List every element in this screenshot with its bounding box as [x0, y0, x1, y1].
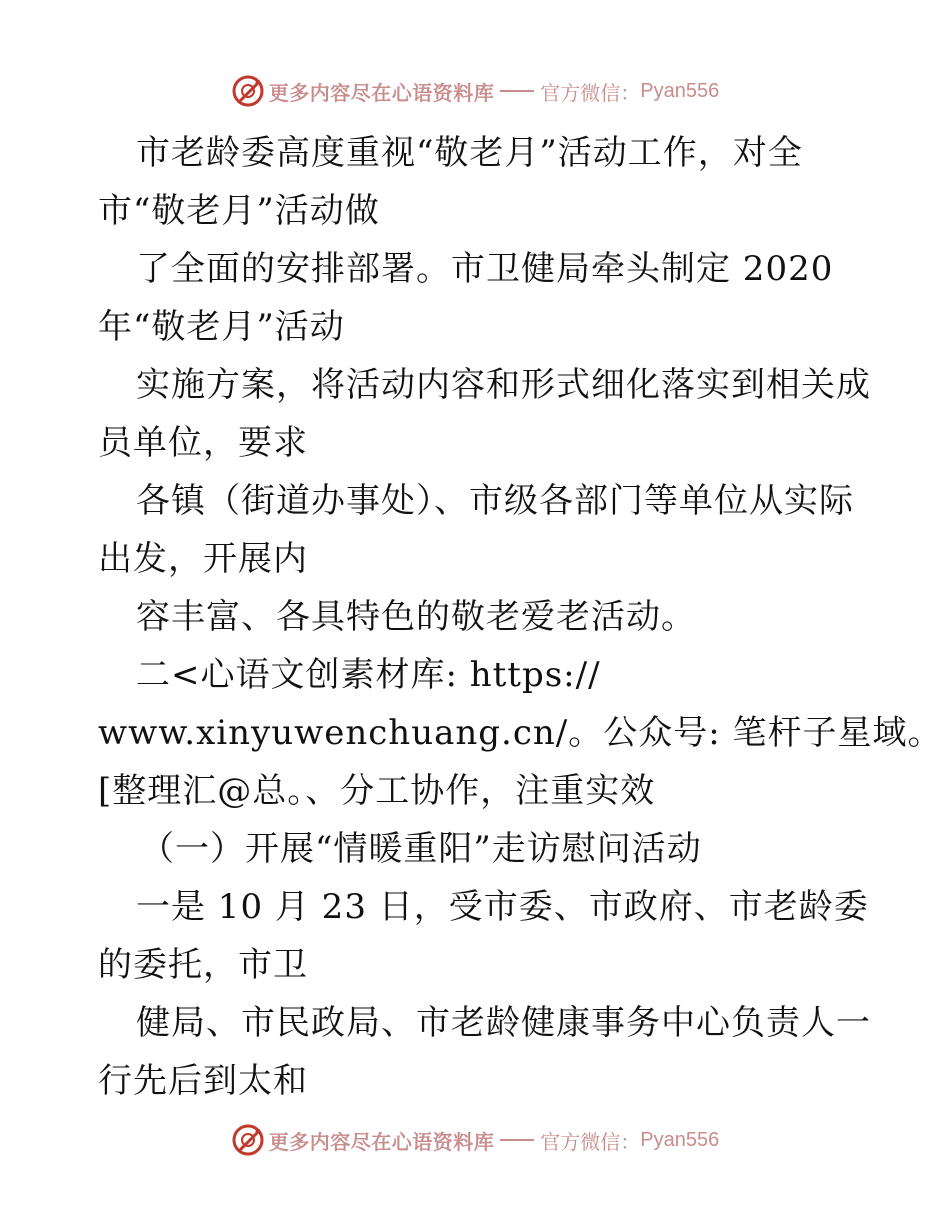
banner-dash	[500, 90, 534, 92]
footer-watermark-banner	[0, 1120, 950, 1160]
banner-dash	[500, 1139, 534, 1141]
body-line: 健局、市民政局、市老龄健康事务中心负责人一	[136, 1003, 871, 1043]
body-line: 的委托，市卫	[98, 945, 308, 985]
document-body	[98, 124, 943, 1110]
body-line: 各镇（街道办事处）、市级各部门等单位从实际	[136, 481, 854, 521]
body-line: www.xinyuwenchuang.cn/。公众号: 笔杆子星域。	[98, 713, 943, 753]
logo-icon	[231, 74, 265, 108]
banner-contact-id: Pyan556	[640, 1128, 720, 1151]
body-line: 二<心语文创素材库: https://	[136, 655, 601, 695]
body-line: 市“敬老月”活动做	[98, 191, 380, 231]
body-line: 了全面的安排部署。市卫健局牵头制定 2020	[136, 249, 834, 289]
logo-icon	[231, 1123, 265, 1157]
banner-contact-id: Pyan556	[640, 79, 720, 102]
body-line: 实施方案，将活动内容和形式细化落实到相关成	[136, 365, 871, 405]
body-line: 出发，开展内	[98, 539, 308, 579]
header-watermark-banner	[0, 71, 950, 111]
body-line: 行先后到太和	[98, 1061, 308, 1101]
banner-brand-text: 更多内容尽在心语资料库	[268, 80, 495, 105]
body-line: [整理汇@总。、分工协作，注重实效	[98, 771, 656, 811]
banner-contact-label: 官方微信：	[540, 1129, 641, 1154]
banner-brand-text: 更多内容尽在心语资料库	[268, 1129, 495, 1154]
body-line: 年“敬老月”活动	[98, 307, 345, 347]
body-line: 容丰富、各具特色的敬老爱老活动。	[136, 597, 696, 637]
banner-contact-label: 官方微信：	[540, 80, 641, 105]
body-line: 一是 10 月 23 日，受市委、市政府、市老龄委	[136, 887, 869, 927]
body-line: 市老龄委高度重视“敬老月”活动工作，对全	[136, 133, 803, 173]
section-heading: （一）开展“情暖重阳”走访慰问活动	[140, 829, 702, 869]
body-line: 员单位，要求	[98, 423, 308, 463]
